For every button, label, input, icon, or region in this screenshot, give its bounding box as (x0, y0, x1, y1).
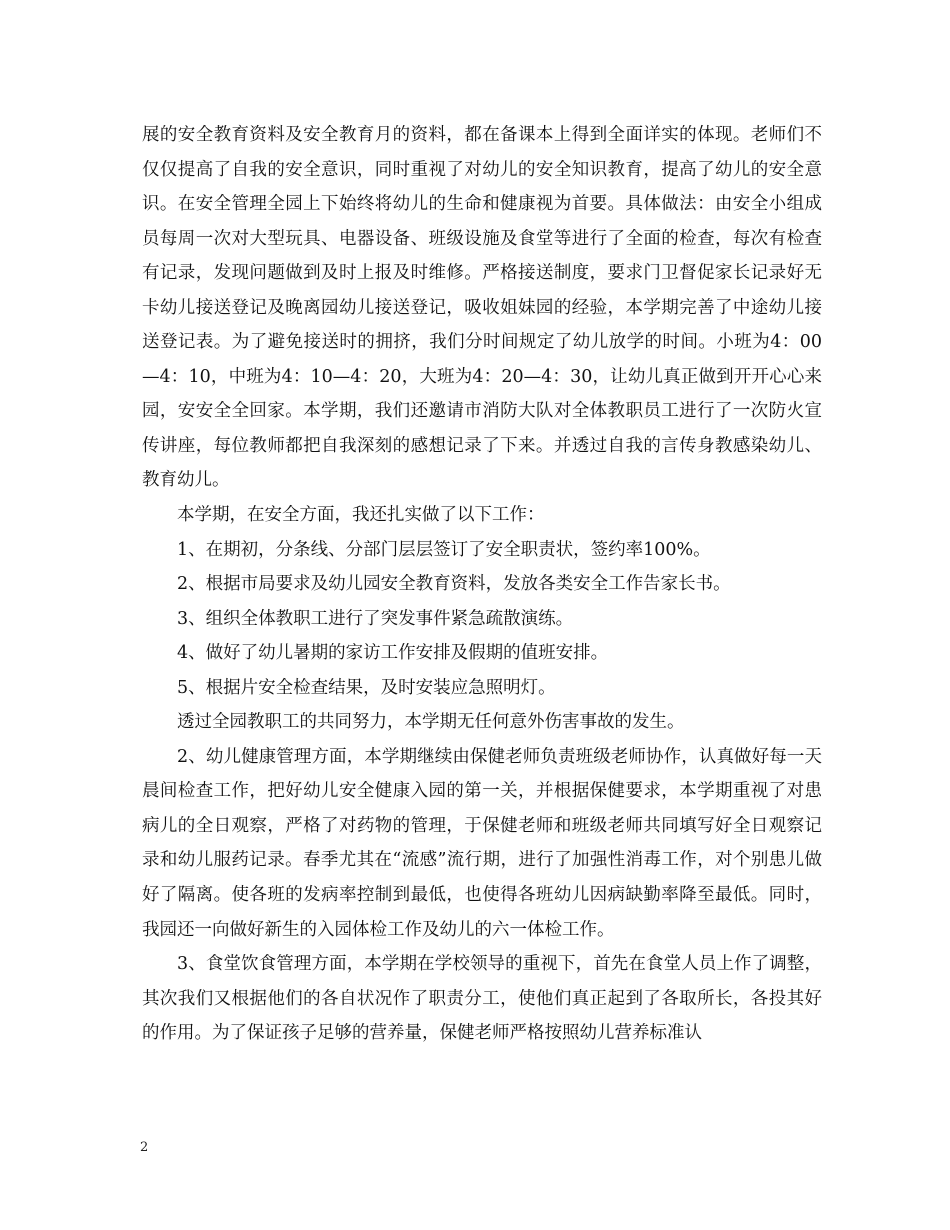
document-body (142, 118, 822, 1051)
paragraph: 2、幼儿健康管理方面，本学期继续由保健老师负责班级老师协作，认真做好每一天晨间检查工作，把好幼儿安全健康入园的第一关，并根据保健要求，本学期重视了对患病儿的全日观察，严格了对药物的管理，于保健老师和班级老师共同填写好全日观察记录和幼儿服药记录。春季尤其在“流感”流行期，进行了加强性消毒工作，对个别患儿做好了隔离。使各班的发病率控制到最低，也使得各班幼儿因病缺勤率降至最低。同时，我园还一向做好新生的入园体检工作及幼儿的六一体检工作。 (142, 746, 822, 940)
list-item: 5、根据片安全检查结果，及时安装应急照明灯。 (177, 677, 556, 698)
list-item: 3、组织全体教职工进行了突发事件紧急疏散演练。 (177, 608, 574, 629)
list-item: 2、根据市局要求及幼儿园安全教育资料，发放各类安全工作告家长书。 (177, 574, 731, 595)
page-number: 2 (140, 1140, 149, 1155)
paragraph: 展的安全教育资料及安全教育月的资料，都在备课本上得到全面详实的体现。老师们不仅仅提高了自我的安全意识，同时重视了对幼儿的安全知识教育，提高了幼儿的安全意识。在安全管理全园上下始终将幼儿的生命和健康视为首要。具体做法：由安全小组成员每周一次对大型玩具、电器设备、班级设施及食堂等进行了全面的检查，每次有检查有记录，发现问题做到及时上报及时维修。严格接送制度，要求门卫督促家长记录好无卡幼儿接送登记及晚离园幼儿接送登记，吸收姐妹园的经验，本学期完善了中途幼儿接送登记表。为了避免接送时的拥挤，我们分时间规定了幼儿放学的时间。小班为4：00—4：10，中班为4：10—4：20，大班为4：20—4：30，让幼儿真正做到开开心心来园，安安全全回家。本学期，我们还邀请市消防大队对全体教职员工进行了一次防火宣传讲座，每位教师都把自我深刻的感想记录了下来。并透过自我的言传身教感染幼儿、教育幼儿。 (142, 125, 822, 491)
list-item: 4、做好了幼儿暑期的家访工作安排及假期的值班安排。 (177, 643, 609, 664)
paragraph: 3、食堂饮食管理方面，本学期在学校领导的重视下，首先在食堂人员上作了调整，其次我们又根据他们的各自状况作了职责分工，使他们真正起到了各取所长，各投其好的作用。为了保证孩子足够的营养量，保健老师严格按照幼儿营养标准认 (142, 954, 822, 1044)
list-item: 1、在期初，分条线、分部门层层签订了安全职责状，签约率100%。 (177, 539, 711, 560)
paragraph: 透过全园教职工的共同努力，本学期无任何意外伤害事故的发生。 (177, 712, 685, 733)
paragraph: 本学期，在安全方面，我还扎实做了以下工作： (177, 505, 545, 526)
